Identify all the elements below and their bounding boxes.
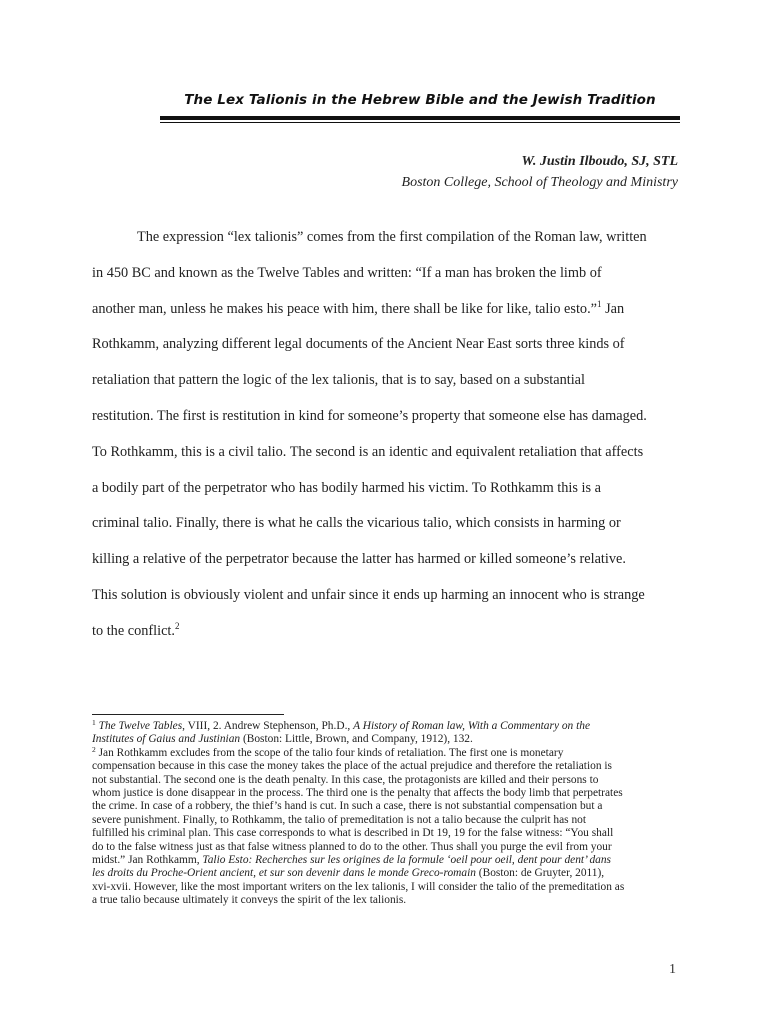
footnote-italic: A History of Roman law, With a Commentary on the bbox=[353, 720, 590, 732]
body-line-text: another man, unless he makes his peace with him, there shall be like for like, talio esto.” bbox=[92, 300, 598, 317]
body-line: The expression “lex talionis” comes from the first compilation of the Roman law, written bbox=[137, 229, 647, 245]
footnote-marker: 1 bbox=[92, 718, 96, 727]
footnote-line bbox=[92, 720, 682, 733]
body-line: retaliation that pattern the logic of the lex talionis, that is to say, based on a substantial bbox=[92, 372, 585, 389]
footnote-marker: 2 bbox=[92, 744, 96, 754]
body-line: Rothkamm, analyzing different legal documents of the Ancient Near East sorts three kinds of bbox=[92, 336, 625, 353]
footnote-text: (Boston: de Gruyter, 2011), bbox=[475, 867, 605, 880]
footnote-line bbox=[92, 733, 682, 746]
body-line bbox=[92, 614, 678, 650]
body-line bbox=[92, 292, 678, 328]
footnote-text: midst.” Jan Rothkamm, bbox=[92, 854, 203, 867]
footnote-italic: Institutes of Gaius and Justinian bbox=[92, 733, 241, 746]
footnote-line bbox=[92, 867, 682, 880]
body-line: This solution is obviously violent and unfair since it ends up harming an innocent who is strange bbox=[92, 586, 645, 603]
body-line: in 450 BC and known as the Twelve Tables and written: “If a man has broken the limb of bbox=[92, 264, 602, 281]
body-line: restitution. The first is restitution in kind for someone’s property that someone else has damaged. bbox=[92, 407, 647, 424]
footnote-text: , VIII, 2. Andrew Stephenson, Ph.D., bbox=[182, 720, 354, 732]
footnote-line: whom justice is done disappear in the process. The third one is the penalty that affects the body limb that perpetrates bbox=[92, 787, 623, 800]
page-number: 1 bbox=[669, 962, 676, 977]
footnotes bbox=[92, 720, 682, 908]
body-line: To Rothkamm, this is a civil talio. The second is an identic and equivalent retaliation that affects bbox=[92, 443, 644, 460]
footnote-line: do to the false witness just as that false witness planned to do to the other. Thus shall you purge the evil from your bbox=[92, 840, 612, 853]
body-line: criminal talio. Finally, there is what he calls the vicarious talio, which consists in harming or bbox=[92, 515, 621, 532]
footnote-line: compensation because in this case the money takes the place of the actual prejudice and therefore the retaliation is bbox=[92, 760, 612, 773]
footnote-line: a true talio because ultimately it conveys the spirit of the lex talionis. bbox=[92, 894, 407, 907]
footnote-ref[interactable]: 1 bbox=[597, 298, 602, 309]
footnote-line bbox=[92, 854, 682, 867]
document-title: The Lex Talionis in the Hebrew Bible and the Jewish Tradition bbox=[184, 92, 656, 108]
footnote-line: the crime. In case of a robbery, the thief’s hand is cut. In such a case, there is not substantial compensation but a bbox=[92, 800, 603, 813]
body-line: a bodily part of the perpetrator who has bodily harmed his victim. To Rothkamm this is a bbox=[92, 479, 601, 496]
footnote-line bbox=[92, 744, 682, 760]
footnote-italic: Talio Esto: Recherches sur les origines de la formule ‘oeil pour oeil, dent pour dent’ dans bbox=[202, 854, 611, 867]
author-name: W. Justin Ilboudo, SJ, STL bbox=[521, 154, 678, 169]
footnote-line: not substantial. The second one is the death penalty. In this case, the protagonists are killed and their persons to bbox=[92, 773, 599, 786]
footnote-line: fulfilled his criminal plan. This case corresponds to what is described in Dt 19, 19 for the false witness: “You shall bbox=[92, 827, 614, 840]
footnote-ref[interactable]: 2 bbox=[174, 620, 180, 631]
body-paragraph bbox=[92, 220, 678, 650]
body-line-tail: Jan bbox=[601, 300, 625, 317]
footnote-italic: The Twelve Tables bbox=[98, 720, 183, 732]
footnote-italic: les droits du Proche-Orient ancient, et sur son devenir dans le monde Greco-romain bbox=[92, 867, 476, 880]
body-line: killing a relative of the perpetrator because the latter has harmed or killed someone’s relative. bbox=[92, 551, 626, 568]
footnote-line: severe punishment. Finally, to Rothkamm, the talio of premeditation is not a talio because the culprit has not bbox=[92, 813, 587, 826]
footnote-separator bbox=[92, 714, 284, 715]
footnote-line: xvi-xvii. However, like the most important writers on the lex talionis, I will consider the talio of the premeditation as bbox=[92, 880, 625, 893]
title-rule-thin bbox=[160, 122, 680, 123]
body-line-text: to the conflict. bbox=[92, 622, 175, 639]
author-affiliation: Boston College, School of Theology and Ministry bbox=[401, 175, 678, 190]
footnote-text: (Boston: Little, Brown, and Company, 1912), 132. bbox=[240, 733, 473, 746]
title-rule-thick bbox=[160, 116, 680, 120]
footnote-text: Jan Rothkamm excludes from the scope of the talio four kinds of retaliation. The first one is monetary bbox=[95, 746, 564, 759]
